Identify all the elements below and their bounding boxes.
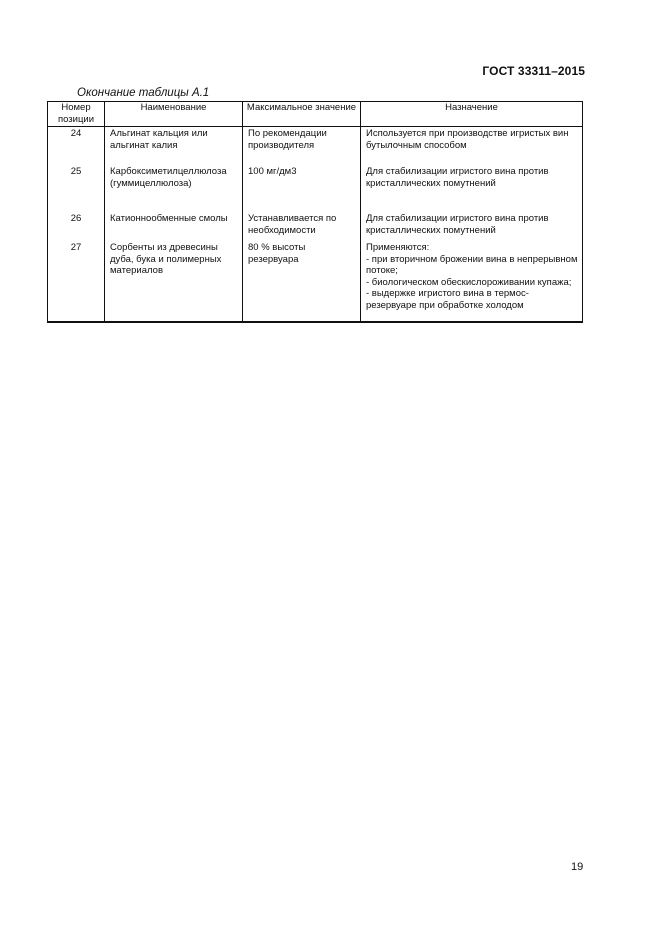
cell-name: Альгинат кальция или альгинат калия <box>105 127 243 166</box>
cell-max-value: По рекомендации производителя <box>243 127 361 166</box>
table-caption: Окончание таблицы А.1 <box>77 87 210 99</box>
cell-purpose <box>361 241 583 322</box>
table-row <box>48 212 583 241</box>
purpose-line: - выдержке игристого вина в термос-резервуаре при обработке холодом <box>366 288 529 311</box>
purpose-line: - биологическом обескислороживании купажа; <box>366 276 572 288</box>
table-row <box>48 241 583 322</box>
cell-number: 26 <box>48 212 105 241</box>
cell-number: 24 <box>48 127 105 166</box>
additives-table <box>47 101 583 323</box>
header-max-value: Максимальное значение <box>243 102 361 127</box>
purpose-line: Применяются: <box>366 242 430 253</box>
cell-purpose <box>361 165 583 212</box>
cell-max-value: Устанавливается по необходимости <box>243 212 361 241</box>
table-row <box>48 127 583 166</box>
header-name: Наименование <box>105 102 243 127</box>
cell-purpose <box>361 212 583 241</box>
cell-name: Карбоксиметилцеллюлоза (гуммицеллюлоза) <box>105 165 243 212</box>
header-number: Номер позиции <box>48 102 105 127</box>
purpose-line: Для стабилизации игристого вина против кристаллических помутнений <box>366 166 549 189</box>
purpose-line: Используется при производстве игристых вин бутылочным способом <box>366 128 569 151</box>
page-number: 19 <box>571 861 584 873</box>
cell-name: Катионнообменные смолы <box>105 212 243 241</box>
purpose-line: - при вторичном брожении вина в непрерывном потоке; <box>366 253 578 276</box>
cell-number: 27 <box>48 241 105 322</box>
header-purpose: Назначение <box>361 102 583 127</box>
cell-number: 25 <box>48 165 105 212</box>
cell-max-value: 80 % высоты резервуара <box>243 241 361 322</box>
table-row <box>48 165 583 212</box>
cell-purpose <box>361 127 583 166</box>
cell-name: Сорбенты из древесины дуба, бука и полимерных материалов <box>105 241 243 322</box>
purpose-line: Для стабилизации игристого вина против кристаллических помутнений <box>366 213 549 236</box>
document-code: ГОСТ 33311–2015 <box>482 64 585 78</box>
table-header-row <box>48 102 583 127</box>
cell-max-value: 100 мг/дм3 <box>243 165 361 212</box>
